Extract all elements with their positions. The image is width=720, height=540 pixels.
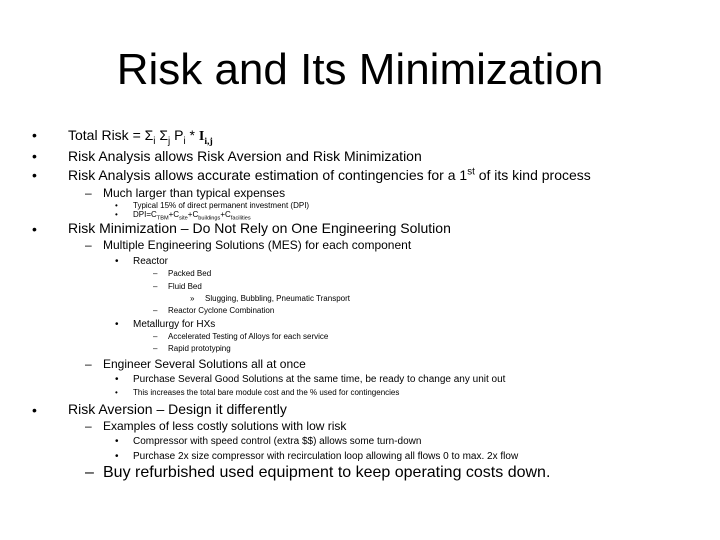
rapid-text: Rapid prototyping <box>168 344 231 353</box>
bullet-dot: • <box>32 221 37 237</box>
engineer-several-text: Engineer Several Solutions all at once <box>103 357 306 371</box>
bullet-dash: – <box>85 464 94 481</box>
dpi-formula: $DPI=C_{TBM}+C_{site}+C_{buildings}+C_{facilities}$ <box>133 210 251 222</box>
bullet-dot: • <box>32 402 37 418</box>
bullet-dot: • <box>115 436 119 447</box>
compressor-text: Compressor with speed control (extra $$) allows some turn-down <box>133 436 422 447</box>
cyclone-text: Reactor Cyclone Combination <box>168 306 275 315</box>
fluid-bed-text: Fluid Bed <box>168 282 202 291</box>
bullet-dash: – <box>153 344 158 353</box>
bullet-dash: – <box>153 282 158 291</box>
bullet-dash: – <box>153 306 158 315</box>
bullet-dash: – <box>85 238 92 252</box>
risk-minimization-text: Risk Minimization – Do Not Rely on One Engineering Solution <box>68 220 451 236</box>
reactor-text: Reactor <box>133 256 169 267</box>
slugging-text: Slugging, Bubbling, Pneumatic Transport <box>205 294 350 303</box>
bullet-dot: • <box>115 388 118 397</box>
bullet-dot: • <box>115 210 118 219</box>
bullet-dash: – <box>85 357 92 371</box>
bullet-dash: – <box>153 269 158 278</box>
typical-15-text: Typical 15% of direct permanent investment (DPI) <box>133 201 310 210</box>
bullet-dot: • <box>115 201 118 210</box>
purchase-several-text: Purchase Several Good Solutions at the same time, be ready to change any unit out <box>133 374 506 385</box>
bullet-dot: • <box>32 167 37 183</box>
bullet-dot: • <box>32 127 37 143</box>
risk-aversion-text: Risk Aversion – Design it differently <box>68 401 287 417</box>
bullet-dot: • <box>115 451 119 462</box>
packed-bed-text: Packed Bed <box>168 269 212 278</box>
bullet-dash: – <box>85 419 92 433</box>
increases-text: This increases the total bare module cost and the % used for contingencies <box>133 388 400 397</box>
mes-text: Multiple Engineering Solutions (MES) for each component <box>103 238 412 252</box>
bullet-dot: • <box>115 319 119 330</box>
slide-title: Risk and Its Minimization <box>116 45 604 94</box>
purchase-2x-text: Purchase 2x size compressor with recirculation loop allowing all flows 0 to max. 2x flow <box>133 451 519 462</box>
much-larger-text: Much larger than typical expenses <box>103 186 286 200</box>
risk-analysis-line-1: Risk Analysis allows Risk Aversion and Risk Minimization <box>68 148 422 164</box>
risk-analysis-line-2: Risk Analysis allows accurate estimation of contingencies for a 1st of its kind process <box>68 166 591 183</box>
bullet-dot: • <box>32 148 37 164</box>
refurbished-text: Buy refurbished used equipment to keep operating costs down. <box>103 464 551 481</box>
bullet-guillemet: » <box>190 294 195 303</box>
bullet-dash: – <box>85 186 92 200</box>
total-risk-formula: Total Risk = $\Sigma_i$ $\Sigma_j$ $P_i * I_{i,j}$ <box>68 127 213 147</box>
metallurgy-text: Metallurgy for HXs <box>133 319 216 330</box>
bullet-dot: • <box>115 256 119 267</box>
bullet-dash: – <box>153 332 158 341</box>
examples-text: Examples of less costly solutions with low risk <box>103 419 347 433</box>
accelerated-text: Accelerated Testing of Alloys for each service <box>168 332 329 341</box>
bullet-dot: • <box>115 374 119 385</box>
